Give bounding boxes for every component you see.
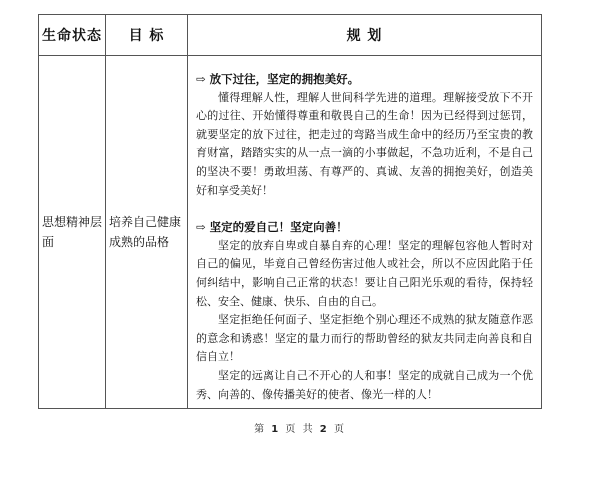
right-arrow-icon: ⇨ [196, 220, 206, 235]
plan-section-heading-text: 放下过往，坚定的拥抱美好。 [209, 72, 360, 86]
plan-section-heading [196, 218, 533, 237]
status-cell: 思想精神层面 [39, 56, 106, 409]
footer-prefix: 第 [254, 424, 267, 435]
footer-total-pages: 2 [319, 424, 329, 435]
plan-paragraph: 坚定拒绝任何面子、坚定拒绝个别心理还不成熟的狱友随意作恶的意念和诱惑！坚定的量力而行的帮助曾经的狱友共同走向善良和自信自立！ [196, 313, 533, 364]
footer-middle: 页 共 [285, 424, 315, 435]
plan-paragraph: 懂得理解人性，理解人世间科学先进的道理。理解接受放下不开心的过往、开始懂得尊重和敬畏自己的生命！因为已经得到过惩罚，就要坚定的放下过往，把走过的弯路当成生命中的经历乃至宝贵的教育财富，踏踏实实的从一点一滴的小事做起，不急功近利，不是自己的坚决不要！勇敢坦荡、有尊严的、真诚、友善的拥抱美好，创造美好和享受美好！ [196, 90, 533, 197]
header-plan: 规 划 [188, 15, 542, 56]
faint-watermark [120, 440, 340, 464]
page-footer [0, 420, 600, 435]
plan-section-heading-text: 坚定的爱自己！坚定向善！ [209, 220, 348, 235]
section-spacer [196, 200, 533, 218]
table-header-row [39, 15, 542, 56]
header-status: 生命状态 [39, 15, 106, 56]
plan-section-heading [196, 70, 533, 89]
header-goal: 目 标 [106, 15, 188, 56]
plan-table [38, 14, 542, 409]
footer-current-page: 1 [271, 424, 281, 435]
footer-suffix: 页 [333, 424, 346, 435]
plan-paragraph: 坚定的放弃自卑或自暴自弃的心理！坚定的理解包容他人暂时对自己的偏见，毕竟自己曾经伤害过他人或社会，所以不应因此陷于任何纠结中，影响自己正常的状态！要让自己阳光乐观的看待，保持轻松、安全、健康、快乐、自由的自己。 [196, 238, 533, 308]
plan-paragraph: 坚定的远离让自己不开心的人和事！坚定的成就自己成为一个优秀、向善的、像传播美好的使者、像光一样的人！ [196, 368, 533, 401]
table-row [39, 56, 542, 409]
right-arrow-icon: ⇨ [196, 72, 206, 86]
plan-cell [188, 56, 542, 409]
goal-cell: 培养自己健康成熟的品格 [106, 56, 188, 409]
